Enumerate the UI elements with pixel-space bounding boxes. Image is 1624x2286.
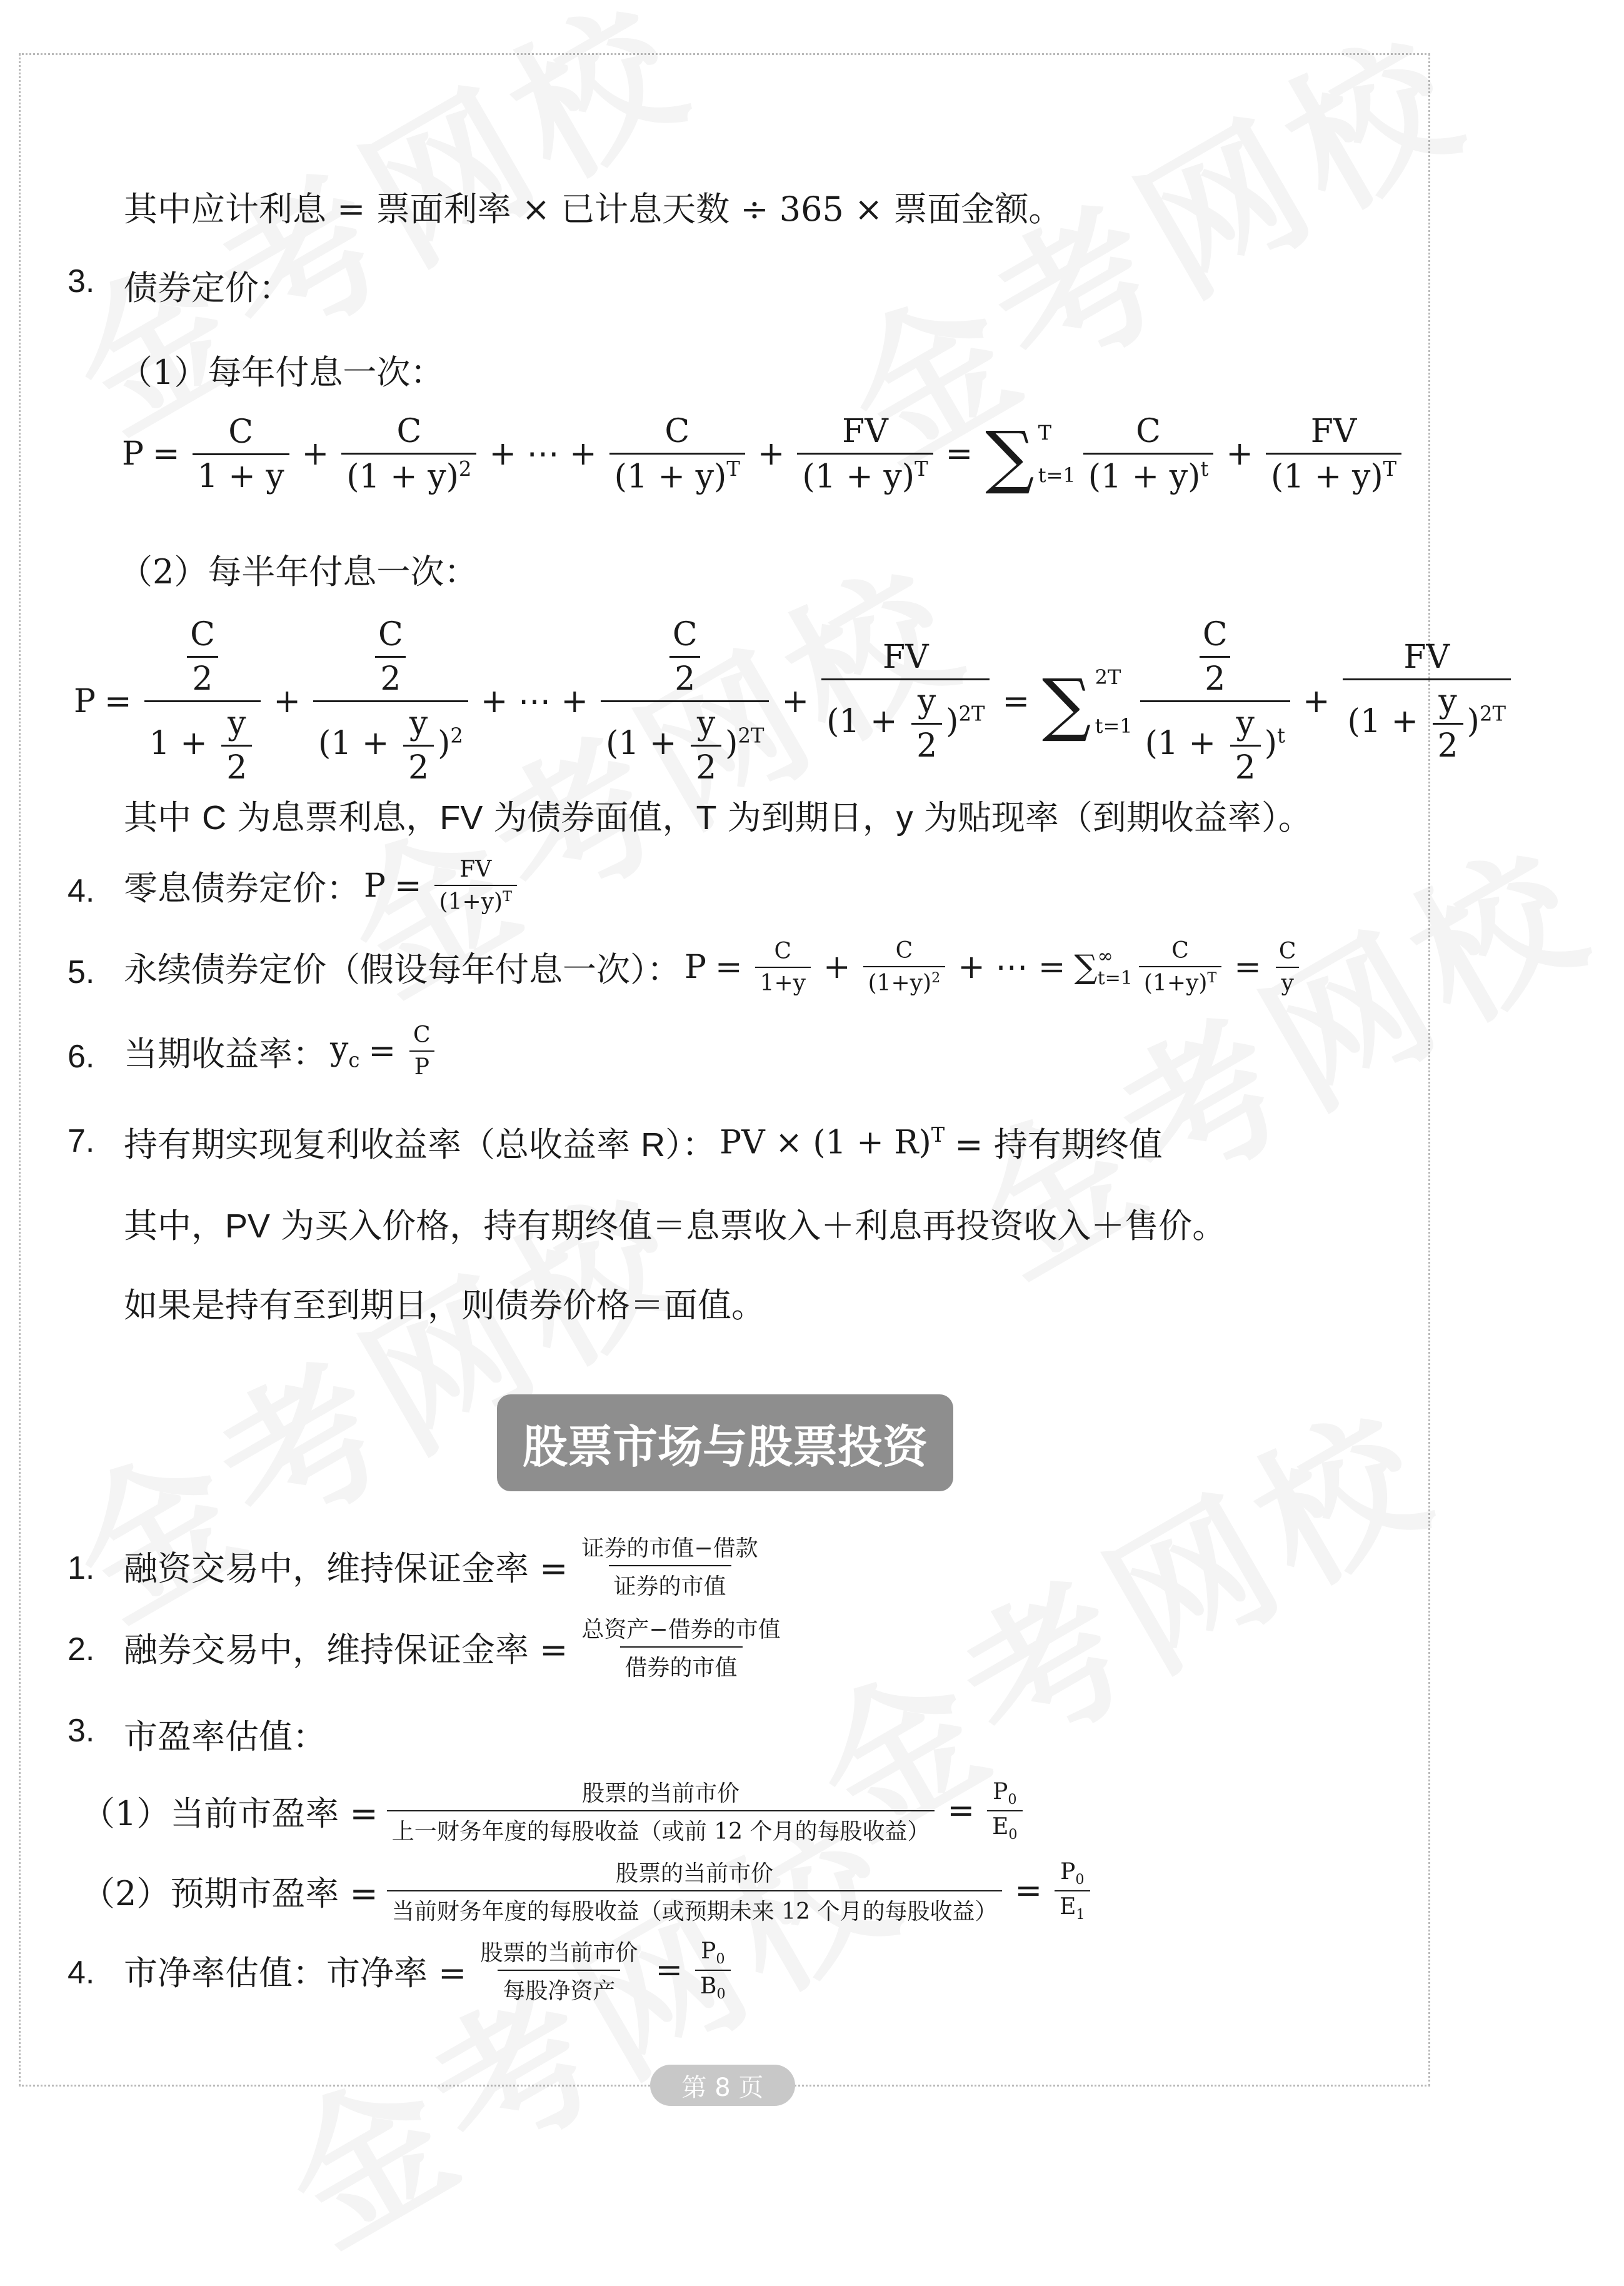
forward-pe-formula: （2）预期市盈率 = $\frac{\text{股票的当前市价}}{\text{当前财务年度的每股收益（或预期未来 12 个月的每股收益）}}$ = $\frac{P_0}{E_1}$ (81, 1856, 1094, 1926)
bond-pricing-heading: 债券定价： (124, 268, 293, 308)
pe-heading: 市盈率估值： (124, 1717, 326, 1756)
item-number: 2. (68, 1631, 95, 1668)
page-number: 第 8 页 (650, 2065, 795, 2106)
current-pe-formula: （1）当前市盈率 = $\frac{\text{股票的当前市价}}{\text{上一财务年度的每股收益（或前 12 个月的每股收益）}}$ = $\frac{P_0}{E_0}$ (81, 1776, 1026, 1846)
current-yield-formula: 当期收益率： $y_c$ = $\frac{C}{P}$ (124, 1022, 439, 1080)
item-number: 3. (68, 1713, 95, 1749)
item-number: 3. (68, 263, 95, 300)
item-number: 5. (68, 954, 95, 990)
margin-finance-formula: 融资交易中，维持保证金率 = $\frac{\text{证券的市值−借款}}{\text{证券的市值}}$ (124, 1536, 758, 1599)
item-number: 4. (68, 1955, 95, 1991)
semiannual-coupon-formula: P = $\frac{C}{2}$ 1 + $\frac{y}{2}$ + $\frac{C}{2}$ (1 + $\frac{y}{2}$ )$^2$ + ⋯ + $\frac{C}{2}$ (1 + $\frac{y}{2}$ )$^{2T}$ + FV (1 + $\frac{y}{2}$ )$^{2T}$ = ∑ 2T t=1 $\frac{C}{2}$ (1 + $\frac{y}{2}$ )$^t$ + FV (1 + $\frac{y}{2}$ )$^{2T}$ (74, 616, 1515, 787)
variable-note: 其中 C 为息票利息，FV 为债券面值，T 为到期日，y 为贴现率（到期收益率）。 (124, 798, 1312, 837)
holding-note-price: 其中，PV 为买入价格，持有期终值＝息票收入＋利息再投资收入＋售价。 (124, 1206, 1226, 1246)
section-title: 股票市场与股票投资 (497, 1394, 953, 1491)
perpetual-bond-formula: 永续债券定价（假设每年付息一次）： P = $\frac{C}{1+y}$ + $\frac{C}{(1+y)^2}$ + ⋯ = ∑ ∞ t=1 $\frac{C}{(1+y)^T}$ = $\frac{C}{y}$ (124, 938, 1305, 996)
item-number: 4. (68, 873, 95, 909)
holding-note-maturity: 如果是持有至到期日，则债券价格＝面值。 (124, 1286, 765, 1325)
item-number: 7. (68, 1123, 95, 1159)
item-number: 1. (68, 1550, 95, 1586)
interest-note: 其中应计利息 = 票面利率 × 已计息天数 ÷ 365 × 票面金额。 (124, 189, 1063, 229)
annual-coupon-formula: P = $\frac{C}{1 + y}$ + $\frac{C}{(1 + y)^2}$ + ⋯ + $\frac{C}{(1 + y)^T}$ + $\frac{FV}{(1 + y)^T}$ = ∑ T t=1 $\frac{C}{(1 + y)^t}$ + $\frac{FV}{(1 + y)^T}$ (122, 413, 1405, 495)
holding-period-formula: 持有期实现复利收益率（总收益率 R）： PV × $(1 + R)^T$ = 持有期终值 (124, 1122, 1163, 1164)
zero-coupon-formula: 零息债券定价： P = $\frac{FV}{(1+y)^T}$ (124, 857, 521, 915)
item-number: 6. (68, 1039, 95, 1075)
semiannual-coupon-heading: （2）每半年付息一次： (119, 552, 478, 592)
pb-formula: 市净率估值：市净率 = $\frac{\text{股票的当前市价}}{\text{每股净资产}}$ = $\frac{P_0}{B_0}$ (124, 1935, 734, 2005)
annual-coupon-heading: （1）每年付息一次： (119, 353, 444, 392)
margin-short-formula: 融券交易中，维持保证金率 = $\frac{\text{总资产−借券的市值}}{\text{借券的市值}}$ (124, 1617, 781, 1681)
